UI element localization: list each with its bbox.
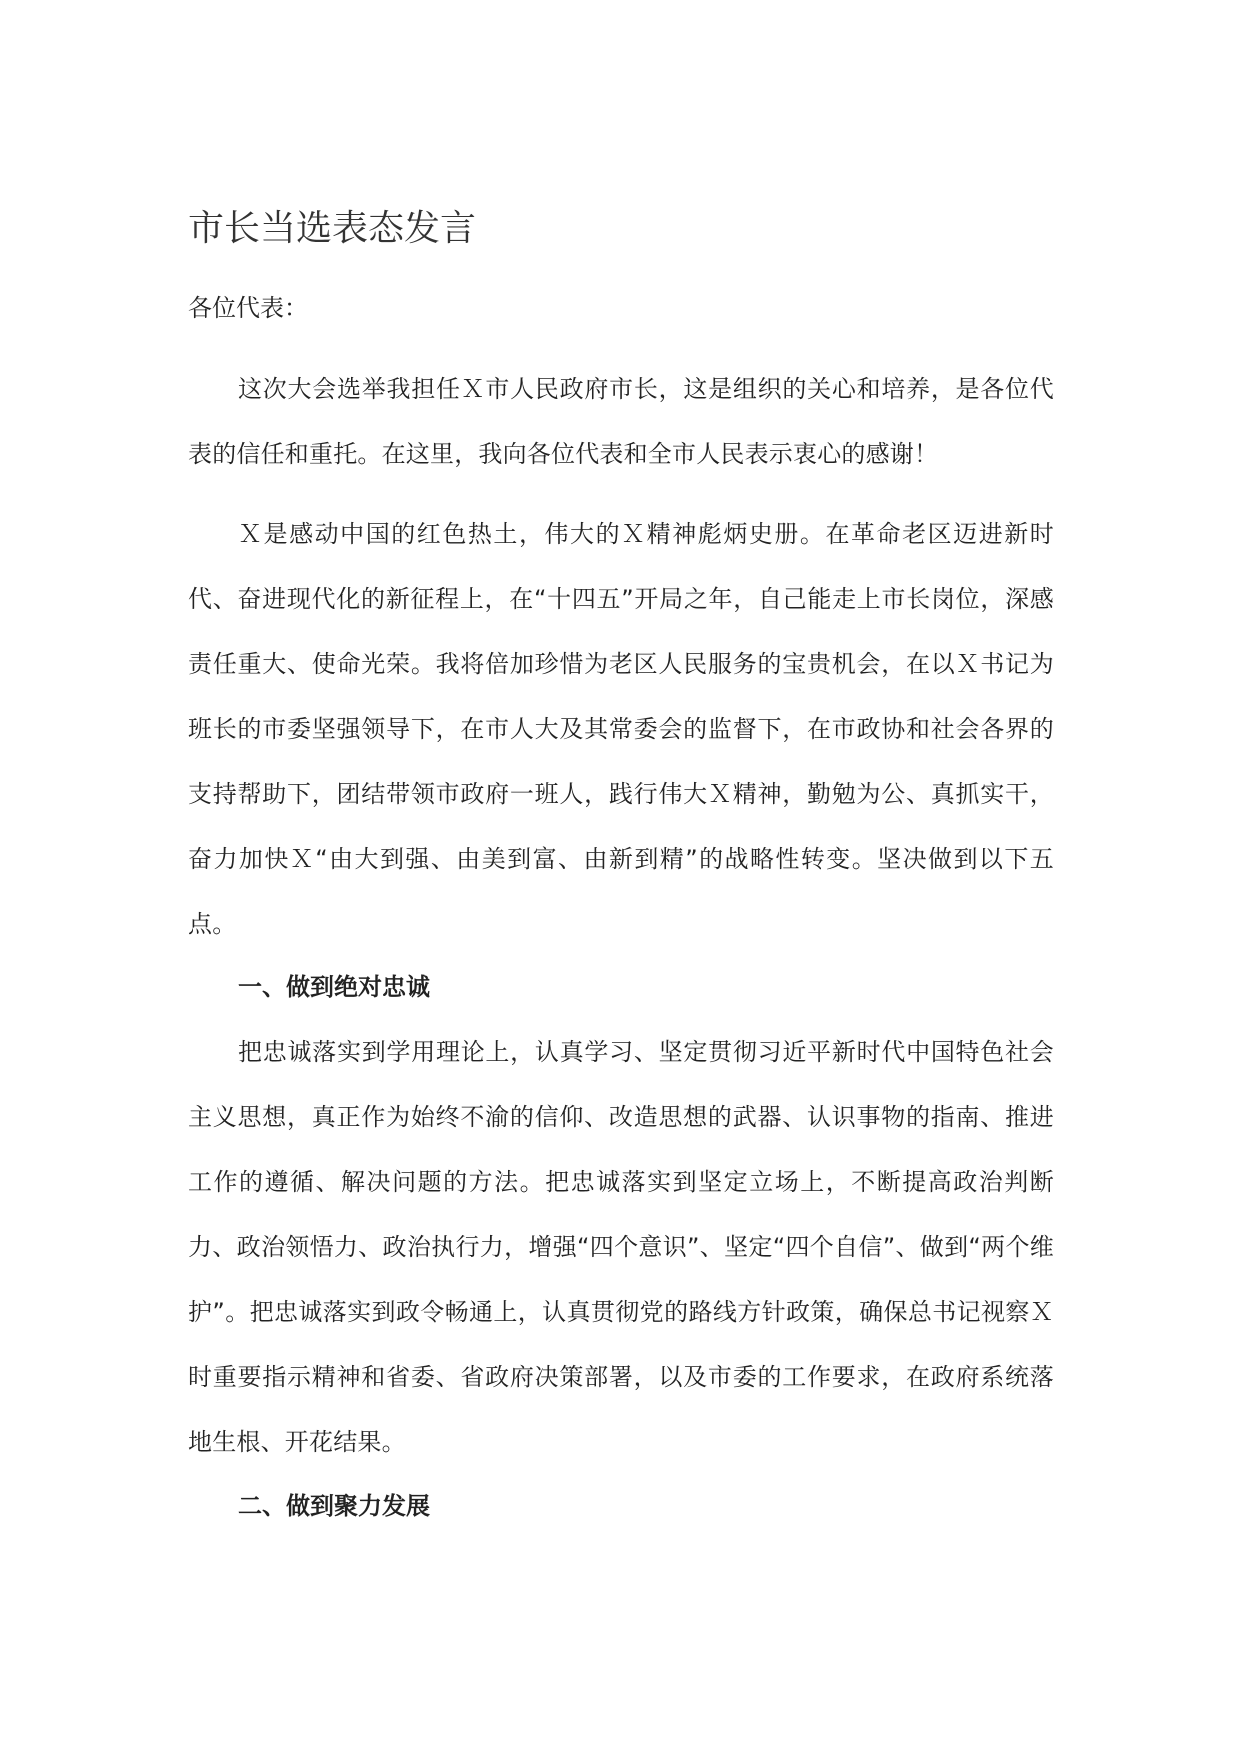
section-heading-loyalty: 一、做到绝对忠诚 bbox=[238, 973, 430, 1001]
section-heading-development: 二、做到聚力发展 bbox=[238, 1492, 430, 1520]
paragraph-loyalty: 把忠诚落实到学用理论上，认真学习、坚定贯彻习近平新时代中国特色社会主义思想，真正作为始终不渝的信仰、改造思想的武器、认识事物的指南、推进工作的遵循、解决问题的方法。把忠诚落实到坚定立场上，不断提高政治判断力、政治领悟力、政治执行力，增强“四个意识”、坚定“四个自信”、做到“两个维护”。把忠诚落实到政令畅通上，认真贯彻党的路线方针政策，确保总书记视察Ｘ时重要指示精神和省委、省政府决策部署，以及市委的工作要求，在政府系统落地生根、开花结果。 bbox=[188, 1038, 1054, 1456]
document-title: 市长当选表态发言 bbox=[188, 208, 477, 249]
paragraph-thanks: 这次大会选举我担任Ｘ市人民政府市长，这是组织的关心和培养，是各位代表的信任和重托。在这里，我向各位代表和全市人民表示衷心的感谢！ bbox=[188, 375, 1054, 468]
paragraph-commitment: Ｘ是感动中国的红色热土，伟大的Ｘ精神彪炳史册。在革命老区迈进新时代、奋进现代化的新征程上，在“十四五”开局之年，自己能走上市长岗位，深感责任重大、使命光荣。我将倍加珍惜为老区人民服务的宝贵机会，在以Ｘ书记为班长的市委坚强领导下，在市人大及其常委会的监督下，在市政协和社会各界的支持帮助下，团结带领市政府一班人，践行伟大Ｘ精神，勤勉为公、真抓实干，奋力加快Ｘ“由大到强、由美到富、由新到精”的战略性转变。坚决做到以下五点。 bbox=[188, 520, 1054, 938]
salutation: 各位代表： bbox=[188, 294, 308, 322]
